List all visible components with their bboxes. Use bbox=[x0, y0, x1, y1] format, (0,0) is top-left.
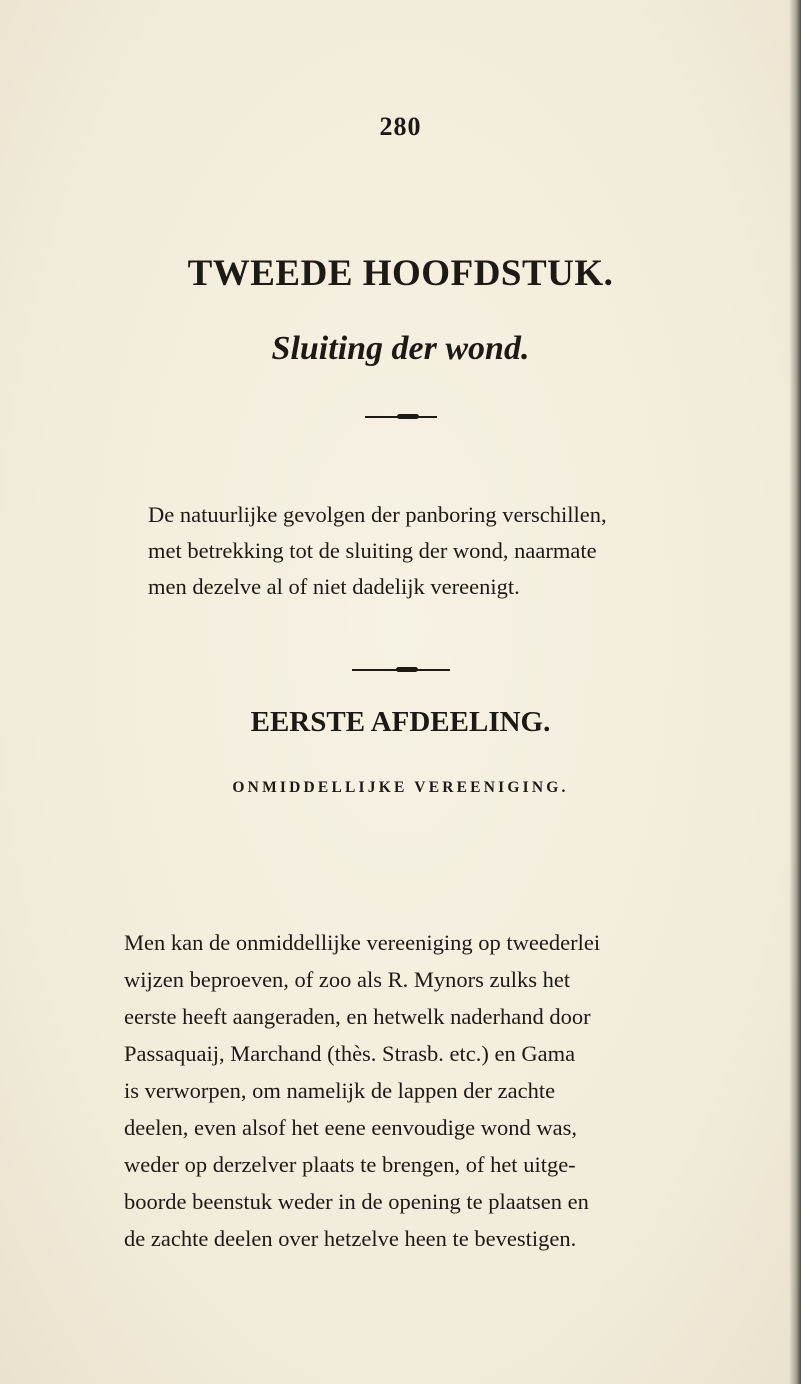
text-line: de zachte deelen over hetzelve heen te bevestigen. bbox=[124, 1226, 577, 1251]
page-edge-shadow bbox=[789, 0, 801, 1384]
section-title: EERSTE AFDEELING. bbox=[250, 706, 551, 738]
intro-paragraph bbox=[148, 497, 790, 605]
text-line: men dezelve al of niet dadelijk vereenigt. bbox=[148, 574, 520, 599]
section-subtitle: ONMIDDELLIJKE VEREENIGING. bbox=[232, 779, 569, 796]
body-paragraph bbox=[124, 924, 790, 1257]
text-line: De natuurlijke gevolgen der panboring verschillen, bbox=[148, 502, 607, 527]
text-line: met betrekking tot de sluiting der wond, naarmate bbox=[148, 538, 597, 563]
text-line: Men kan de onmiddellijke vereeniging op tweederlei bbox=[124, 930, 601, 955]
ornamental-rule bbox=[0, 658, 801, 676]
text-line: Passaquaij, Marchand (thès. Strasb. etc.) en Gama bbox=[124, 1041, 576, 1066]
text-line: deelen, even alsof het eene eenvoudige wond was, bbox=[124, 1115, 577, 1140]
text-line: is verworpen, om namelijk de lappen der zachte bbox=[124, 1078, 556, 1103]
page-number: 280 bbox=[379, 112, 422, 141]
text-line: boorde beenstuk weder in de opening te plaatsen en bbox=[124, 1189, 589, 1214]
text-line: eerste heeft aangeraden, en hetwelk naderhand door bbox=[124, 1004, 591, 1029]
text-line: weder op derzelver plaats te brengen, of het uitge- bbox=[124, 1152, 576, 1177]
text-line: wijzen beproeven, of zoo als R. Mynors zulks het bbox=[124, 967, 571, 992]
ornamental-rule bbox=[0, 405, 801, 423]
chapter-subtitle: Sluiting der wond. bbox=[271, 330, 530, 367]
chapter-title: TWEEDE HOOFDSTUK. bbox=[187, 253, 614, 294]
